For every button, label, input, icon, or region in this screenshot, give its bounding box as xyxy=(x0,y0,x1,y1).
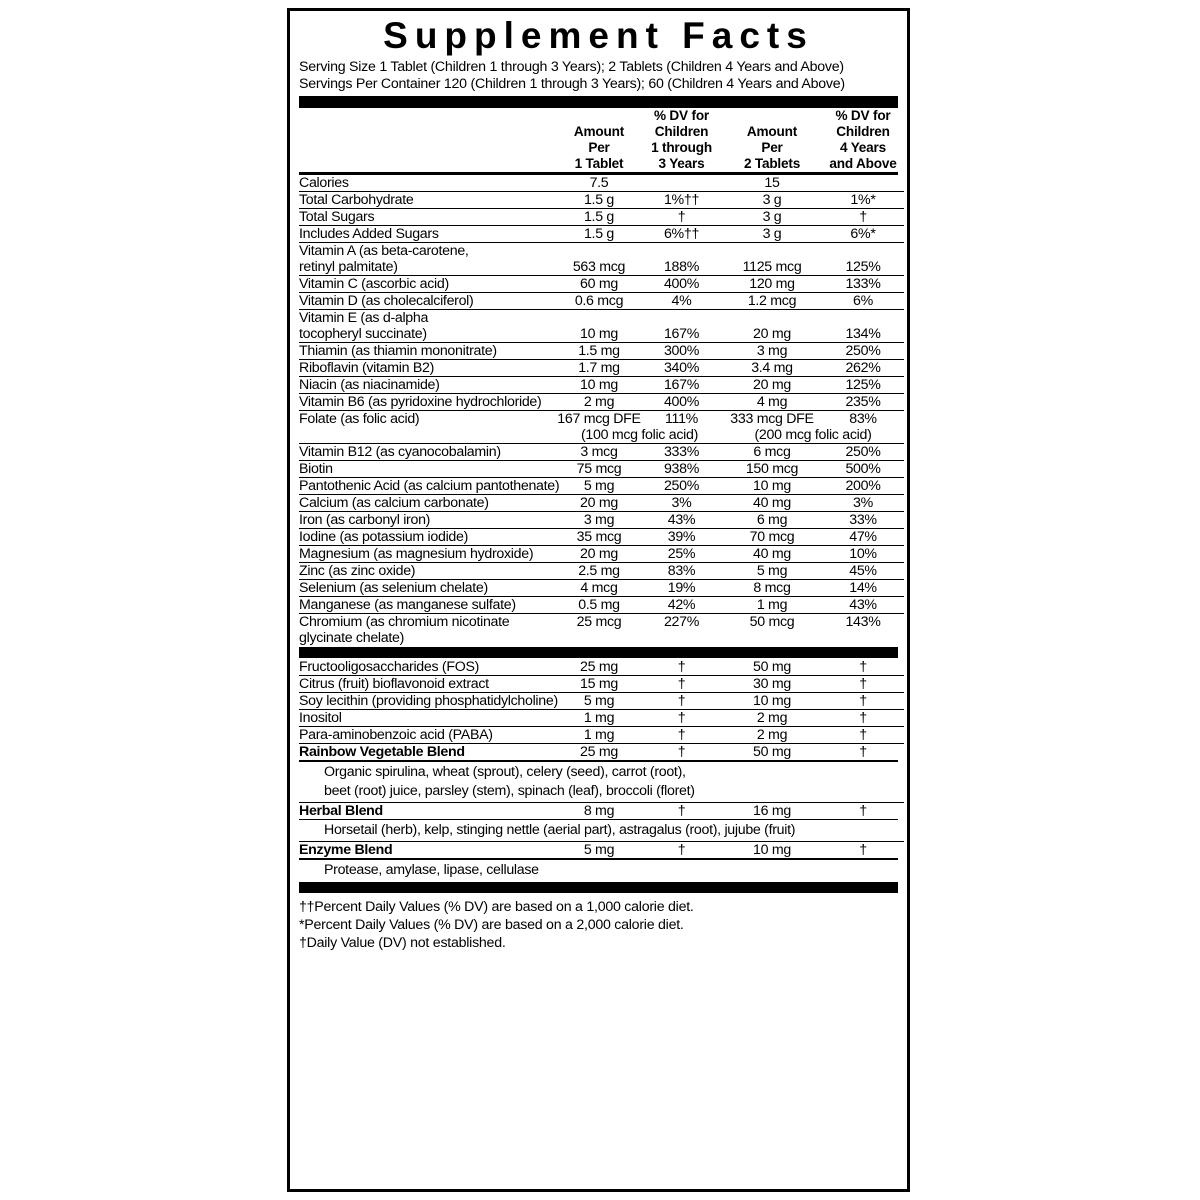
ingredient-dv-children-4-above: † xyxy=(822,727,904,744)
nutrient-amount-1-tablet: 10 mg xyxy=(557,377,641,394)
ingredient-amount-2-tablets: 10 mg xyxy=(722,693,822,710)
nutrient-amount-2-tablets: 40 mg xyxy=(722,546,822,563)
table-row xyxy=(299,727,904,744)
nutrient-dv-children-4-above: 235% xyxy=(822,394,904,411)
nutrient-amount-2-tablets: 3 g xyxy=(722,209,822,226)
ingredient-dv-children-4-above: † xyxy=(822,693,904,710)
nutrient-amount-2-tablets: 3 g xyxy=(722,226,822,243)
nutrient-dv-children-1-3 xyxy=(641,243,722,260)
ingredient-dv-children-4-above: † xyxy=(822,676,904,693)
table-row xyxy=(299,580,904,597)
blend-amount-2-tablets: 10 mg xyxy=(722,842,822,859)
nutrient-amount-1-tablet: 20 mg xyxy=(557,546,641,563)
nutrient-dv-children-4-above: 6%* xyxy=(822,226,904,243)
table-row xyxy=(299,209,904,226)
header-dv-children-1-3 xyxy=(641,108,722,172)
nutrient-dv-children-1-3: 167% xyxy=(641,377,722,394)
table-row xyxy=(299,175,904,192)
header-dv2-line2: Children xyxy=(836,124,890,139)
blend-dv-children-1-3: † xyxy=(641,842,722,859)
nutrient-name: Thiamin (as thiamin mononitrate) xyxy=(299,343,557,360)
nutrient-dv-children-4-above: 45% xyxy=(822,563,904,580)
nutrient-amount-2-tablets xyxy=(722,243,822,260)
nutrient-dv-children-1-3: 3% xyxy=(641,495,722,512)
header-dv1-line2: Children xyxy=(654,124,709,139)
nutrient-dv-children-1-3: 6%†† xyxy=(641,226,722,243)
ingredient-name: Citrus (fruit) bioflavonoid extract xyxy=(299,676,557,693)
table-row xyxy=(299,444,904,461)
nutrient-dv-children-4-above: 1%* xyxy=(822,192,904,209)
nutrient-name: Selenium (as selenium chelate) xyxy=(299,580,557,597)
nutrient-subamount-2-tablets: (200 mcg folic acid) xyxy=(754,427,872,443)
table-header-row xyxy=(299,108,904,172)
nutrient-amount-2-tablets: 8 mcg xyxy=(722,580,822,597)
nutrient-amount-1-tablet: 0.5 mg xyxy=(557,597,641,614)
table-row xyxy=(299,546,904,563)
ingredient-amount-1-tablet: 5 mg xyxy=(557,693,641,710)
nutrient-amount-2-tablets: 150 mcg xyxy=(722,461,822,478)
table-row xyxy=(299,377,904,394)
footnote-2000-calorie: *Percent Daily Values (% DV) are based on a 2,000 calorie diet. xyxy=(299,916,684,933)
ingredient-dv-children-4-above: † xyxy=(822,710,904,727)
nutrient-dv-children-1-3: 333% xyxy=(641,444,722,461)
nutrient-amount-1-tablet: 3 mg xyxy=(557,512,641,529)
nutrient-amount-1-tablet: 2 mg xyxy=(557,394,641,411)
header-dv2-line4: and Above xyxy=(829,156,897,171)
nutrient-dv-children-1-3 xyxy=(641,630,722,646)
blend-amount-1-tablet: 5 mg xyxy=(557,842,641,859)
table-row xyxy=(299,360,904,377)
nutrient-amount-2-tablets: 40 mg xyxy=(722,495,822,512)
nutrient-amount-1-tablet: 0.6 mcg xyxy=(557,293,641,310)
nutrient-dv-children-1-3 xyxy=(641,175,722,192)
nutrient-name: Pantothenic Acid (as calcium pantothenate) xyxy=(299,478,560,494)
blend-table xyxy=(299,743,904,760)
nutrient-amount-1-tablet: 25 mcg xyxy=(557,614,641,631)
table-row xyxy=(299,676,904,693)
nutrient-amount-2-tablets: 15 xyxy=(764,175,780,191)
table-row xyxy=(299,495,904,512)
table-row xyxy=(299,710,904,727)
nutrient-dv-children-1-3: 167% xyxy=(663,326,700,342)
nutrient-amount-2-tablets: 20 mg xyxy=(753,326,791,342)
blend-dv-children-4-above: † xyxy=(822,802,904,819)
nutrient-amount-1-tablet: 1.5 g xyxy=(557,209,641,226)
nutrient-amount-1-tablet: 10 mg xyxy=(580,326,618,342)
ingredient-name: Soy lecithin (providing phosphatidylcholine) xyxy=(299,693,558,709)
table-row xyxy=(299,343,904,360)
serving-size-line: Serving Size 1 Tablet (Children 1 through 3 Years); 2 Tablets (Children 4 Years and Above) xyxy=(299,59,844,75)
header-amount-2-tablets xyxy=(722,108,822,172)
nutrient-dv-children-4-above: 134% xyxy=(845,326,881,342)
nutrient-amount-1-tablet: 20 mg xyxy=(557,495,641,512)
table-row xyxy=(299,597,904,614)
nutrient-name: Total Sugars xyxy=(299,209,557,226)
ingredient-amount-1-tablet: 1 mg xyxy=(557,727,641,744)
blend-dv-children-4-above: † xyxy=(822,744,904,761)
nutrient-amount-1-tablet: 2.5 mg xyxy=(557,563,641,580)
nutrient-dv-children-4-above: 83% xyxy=(822,411,904,428)
table-row xyxy=(299,276,904,293)
nutrient-amount-2-tablets: 3 g xyxy=(722,192,822,209)
nutrient-name: Calcium (as calcium carbonate) xyxy=(299,495,557,512)
nutrient-amount-2-tablets: 1 mg xyxy=(722,597,822,614)
nutrient-dv-children-4-above: 3% xyxy=(822,495,904,512)
table-row xyxy=(299,512,904,529)
header-dv2-line3: 4 Years xyxy=(840,140,886,155)
blend-row xyxy=(299,842,904,859)
nutrient-dv-children-4-above: 14% xyxy=(822,580,904,597)
nutrient-dv-children-4-above: 47% xyxy=(822,529,904,546)
nutrient-amount-2-tablets: 6 mcg xyxy=(722,444,822,461)
nutrient-amount-2-tablets: 20 mg xyxy=(722,377,822,394)
nutrient-dv-children-4-above: 10% xyxy=(822,546,904,563)
table-row-continued xyxy=(299,630,904,646)
blend-dv-children-1-3: † xyxy=(641,744,722,761)
nutrient-dv-children-4-above: † xyxy=(822,209,904,226)
nutrient-amount-2-tablets: 120 mg xyxy=(722,276,822,293)
blends-section xyxy=(299,743,898,881)
nutrient-amount-1-tablet: 75 mcg xyxy=(557,461,641,478)
header-dv2-line1: % DV for xyxy=(835,108,891,123)
nutrient-amount-1-tablet: 5 mg xyxy=(557,478,641,495)
header-blank xyxy=(299,108,557,172)
nutrient-dv-children-4-above xyxy=(822,175,904,192)
header-amount1-line1: Amount xyxy=(573,124,625,139)
table-row xyxy=(299,693,904,710)
nutrient-name: Vitamin B6 (as pyridoxine hydrochloride) xyxy=(299,394,557,411)
table-row xyxy=(299,310,904,327)
table-row xyxy=(299,226,904,243)
ingredient-dv-children-1-3: † xyxy=(677,659,686,675)
nutrient-amount-2-tablets: 1.2 mcg xyxy=(722,293,822,310)
nutrient-name-continued: tocopheryl succinate) xyxy=(299,326,427,342)
blend-name: Herbal Blend xyxy=(299,802,557,819)
nutrient-dv-children-4-above: 500% xyxy=(822,461,904,478)
nutrient-name: Vitamin A (as beta-carotene, xyxy=(299,243,557,260)
ingredient-amount-2-tablets: 2 mg xyxy=(722,710,822,727)
nutrient-subamount-1-tablet: (100 mcg folic acid) xyxy=(580,427,698,443)
nutrient-amount-1-tablet: 1.5 mg xyxy=(557,343,641,360)
nutrient-name: Iron (as carbonyl iron) xyxy=(299,512,557,529)
blend-name: Rainbow Vegetable Blend xyxy=(299,744,557,761)
blend-description: Horsetail (herb), kelp, stinging nettle (aerial part), astragalus (root), jujube (fruit) xyxy=(324,822,796,838)
ingredient-name: Para-aminobenzoic acid (PABA) xyxy=(299,727,557,744)
nutrient-amount-1-tablet xyxy=(557,630,641,646)
ingredient-name: Fructooligosaccharides (FOS) xyxy=(299,659,480,675)
nutrient-dv-children-1-3: 400% xyxy=(641,276,722,293)
nutrient-name: Manganese (as manganese sulfate) xyxy=(299,597,557,614)
nutrient-dv-children-1-3: 400% xyxy=(641,394,722,411)
nutrient-dv-children-4-above: 262% xyxy=(822,360,904,377)
nutrient-dv-children-1-3: 39% xyxy=(641,529,722,546)
nutrient-amount-1-tablet xyxy=(557,310,641,327)
header-amount2-line1: Amount xyxy=(746,124,798,139)
nutrient-name: Iodine (as potassium iodide) xyxy=(299,529,557,546)
nutrient-dv-children-4-above xyxy=(822,243,904,260)
blend-table xyxy=(299,841,904,858)
ingredient-amount-1-tablet: 25 mg xyxy=(580,659,618,675)
ingredient-dv-children-1-3: † xyxy=(641,676,722,693)
header-amount1-line2: Per xyxy=(588,140,610,155)
nutrient-amount-1-tablet: 3 mcg xyxy=(557,444,641,461)
nutrient-name: Total Carbohydrate xyxy=(299,192,557,209)
nutrient-amount-1-tablet: 1.5 g xyxy=(557,226,641,243)
nutrient-amount-1-tablet: 167 mcg DFE xyxy=(557,411,641,427)
header-amount-1-tablet xyxy=(557,108,641,172)
nutrient-amount-2-tablets xyxy=(722,310,822,327)
nutrient-amount-1-tablet xyxy=(557,243,641,260)
nutrient-dv-children-1-3: † xyxy=(641,209,722,226)
nutrient-amount-1-tablet: 4 mcg xyxy=(557,580,641,597)
top-rule xyxy=(299,96,898,108)
nutrient-name: Vitamin D (as cholecalciferol) xyxy=(299,293,557,310)
nutrient-dv-children-4-above: 43% xyxy=(822,597,904,614)
nutrient-amount-1-tablet: 60 mg xyxy=(557,276,641,293)
nutrient-dv-children-4-above: 125% xyxy=(845,259,881,275)
nutrient-dv-children-4-above: 6% xyxy=(822,293,904,310)
nutrient-dv-children-1-3 xyxy=(641,310,722,327)
blend-description: Protease, amylase, lipase, cellulase xyxy=(324,861,539,878)
ingredient-dv-children-1-3: † xyxy=(641,693,722,710)
header-amount2-line3: 2 Tablets xyxy=(743,156,801,171)
nutrient-amount-2-tablets xyxy=(722,630,822,646)
nutrient-dv-children-1-3: 42% xyxy=(641,597,722,614)
nutrient-name: Folate (as folic acid) xyxy=(299,411,557,428)
nutrient-amount-2-tablets: 50 mcg xyxy=(722,614,822,631)
nutrient-amount-1-tablet: 35 mcg xyxy=(557,529,641,546)
table-row-subvalues xyxy=(299,427,904,444)
ingredient-dv-children-1-3: † xyxy=(641,727,722,744)
footnote-divider-rule xyxy=(299,882,898,893)
ingredient-amount-2-tablets: 2 mg xyxy=(722,727,822,744)
header-amount1-line3: 1 Tablet xyxy=(574,156,624,171)
nutrient-dv-children-1-3: 250% xyxy=(641,478,722,495)
nutrient-dv-children-1-3: 19% xyxy=(641,580,722,597)
nutrient-dv-children-1-3: 227% xyxy=(641,614,722,631)
table-row xyxy=(299,461,904,478)
ingredient-amount-2-tablets: 50 mg xyxy=(753,659,791,675)
blend-description-continued: beet (root) juice, parsley (stem), spinach (leaf), broccoli (floret) xyxy=(324,782,695,799)
ingredient-dv-children-4-above: † xyxy=(859,659,867,675)
other-ingredients-table xyxy=(299,659,904,743)
blend-amount-2-tablets: 16 mg xyxy=(722,802,822,819)
blend-name: Enzyme Blend xyxy=(299,842,557,859)
nutrient-name: Vitamin E (as d-alpha xyxy=(299,310,557,327)
header-dv1-line4: 3 Years xyxy=(658,156,705,171)
nutrient-amount-1-tablet: 563 mcg xyxy=(572,259,626,275)
nutrient-name: Vitamin C (ascorbic acid) xyxy=(299,276,557,293)
table-row xyxy=(299,614,904,631)
nutrient-dv-children-1-3: 111% xyxy=(641,411,722,428)
ingredient-amount-1-tablet: 15 mg xyxy=(557,676,641,693)
nutrient-name: Magnesium (as magnesium hydroxide) xyxy=(299,546,557,563)
nutrient-name: Includes Added Sugars xyxy=(299,226,557,243)
nutrient-dv-children-1-3: 43% xyxy=(641,512,722,529)
nutrient-name: Biotin xyxy=(299,461,557,478)
nutrient-amount-2-tablets: 10 mg xyxy=(722,478,822,495)
blend-amount-2-tablets: 50 mg xyxy=(722,744,822,761)
supplement-facts-panel xyxy=(287,8,910,1192)
table-row xyxy=(299,192,904,209)
blend-table xyxy=(299,802,904,819)
nutrient-amount-2-tablets: 3 mg xyxy=(722,343,822,360)
nutrient-name: Riboflavin (vitamin B2) xyxy=(299,360,557,377)
nutrient-dv-children-1-3: 25% xyxy=(641,546,722,563)
table-row xyxy=(299,563,904,580)
header-dv-children-4-above xyxy=(822,108,904,172)
nutrient-dv-children-1-3: 1%†† xyxy=(641,192,722,209)
table-row xyxy=(299,411,904,428)
nutrient-dv-children-1-3: 300% xyxy=(641,343,722,360)
table-row-continued xyxy=(299,326,904,343)
nutrient-name: Zinc (as zinc oxide) xyxy=(299,563,557,580)
nutrient-amount-2-tablets: 333 mcg DFE xyxy=(722,411,822,428)
nutrient-dv-children-4-above: 33% xyxy=(822,512,904,529)
nutrient-name-continued: retinyl palmitate) xyxy=(299,259,398,275)
nutrient-name-blank xyxy=(299,427,557,444)
page-title: Supplement Facts xyxy=(383,15,814,56)
blend-dv-children-1-3: † xyxy=(641,802,722,819)
footnote-dv-not-established: †Daily Value (DV) not established. xyxy=(299,934,506,951)
nutrient-amount-2-tablets: 1125 mcg xyxy=(742,259,802,275)
nutrient-name: Calories xyxy=(299,175,349,191)
nutrient-dv-children-1-3: 188% xyxy=(663,259,700,275)
servings-per-container-line: Servings Per Container 120 (Children 1 through 3 Years); 60 (Children 4 Years and Above) xyxy=(299,76,845,92)
nutrient-name: Niacin (as niacinamide) xyxy=(299,377,557,394)
nutrient-amount-1-tablet: 1.5 g xyxy=(557,192,641,209)
table-row xyxy=(299,243,904,260)
nutrient-dv-children-4-above: 250% xyxy=(822,343,904,360)
blend-amount-1-tablet: 25 mg xyxy=(557,744,641,761)
nutrient-name: Vitamin B12 (as cyanocobalamin) xyxy=(299,444,557,461)
nutrient-amount-1-tablet: 7.5 xyxy=(589,175,609,191)
nutrient-dv-children-4-above xyxy=(822,630,904,646)
table-row xyxy=(299,394,904,411)
table-row xyxy=(299,478,904,495)
nutrient-name: Chromium (as chromium nicotinate xyxy=(299,614,557,631)
nutrition-table xyxy=(299,108,904,172)
ingredient-amount-2-tablets: 30 mg xyxy=(722,676,822,693)
nutrient-amount-2-tablets: 6 mg xyxy=(722,512,822,529)
table-row-continued xyxy=(299,259,904,276)
table-row xyxy=(299,659,904,676)
blend-amount-1-tablet: 8 mg xyxy=(557,802,641,819)
blend-row xyxy=(299,744,904,761)
nutrient-dv-children-4-above: 250% xyxy=(822,444,904,461)
nutrient-dv-children-1-3: 938% xyxy=(641,461,722,478)
header-dv1-line1: % DV for xyxy=(653,108,710,123)
blend-row xyxy=(299,802,904,819)
ingredient-dv-children-1-3: † xyxy=(641,710,722,727)
ingredient-amount-1-tablet: 1 mg xyxy=(557,710,641,727)
section-divider-rule xyxy=(299,647,898,658)
nutrient-dv-children-4-above xyxy=(822,310,904,327)
nutrient-dv-children-1-3: 340% xyxy=(641,360,722,377)
nutrient-amount-2-tablets: 70 mcg xyxy=(722,529,822,546)
nutrient-amount-2-tablets: 3.4 mg xyxy=(722,360,822,377)
nutrient-dv-children-4-above: 133% xyxy=(822,276,904,293)
footnote-1000-calorie: ††Percent Daily Values (% DV) are based on a 1,000 calorie diet. xyxy=(299,898,694,915)
blend-dv-children-4-above: † xyxy=(822,842,904,859)
nutrient-dv-children-1-3: 83% xyxy=(641,563,722,580)
nutrient-dv-children-4-above: 143% xyxy=(822,614,904,631)
nutrient-name-continued: glycinate chelate) xyxy=(299,630,405,646)
blend-description: Organic spirulina, wheat (sprout), celery (seed), carrot (root), xyxy=(324,763,686,780)
table-row xyxy=(299,293,904,310)
nutrients-table xyxy=(299,175,904,646)
nutrient-dv-children-4-above: 200% xyxy=(822,478,904,495)
table-row xyxy=(299,529,904,546)
nutrient-amount-2-tablets: 4 mg xyxy=(722,394,822,411)
header-amount2-line2: Per xyxy=(761,140,783,155)
nutrient-amount-1-tablet: 1.7 mg xyxy=(557,360,641,377)
nutrient-dv-children-4-above: 125% xyxy=(822,377,904,394)
nutrient-dv-children-1-3: 4% xyxy=(641,293,722,310)
header-dv1-line3: 1 through xyxy=(651,140,712,155)
nutrient-amount-2-tablets: 5 mg xyxy=(722,563,822,580)
ingredient-name: Inositol xyxy=(299,710,557,727)
